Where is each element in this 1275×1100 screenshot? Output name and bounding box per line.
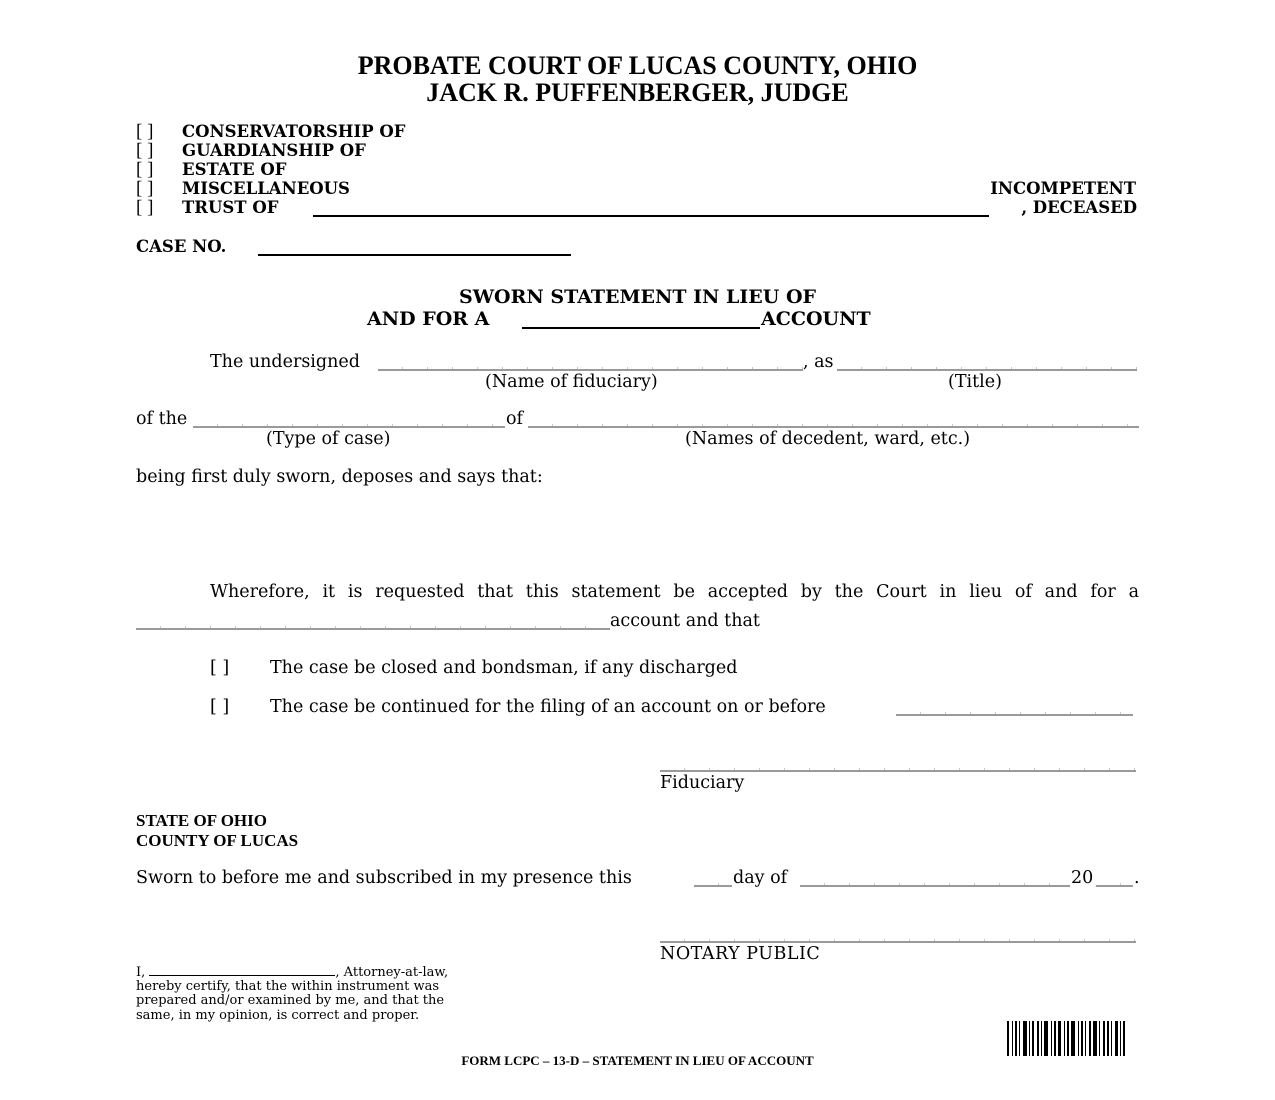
barcode-bar — [1093, 1021, 1097, 1056]
case-type-label: TRUST OF — [182, 198, 279, 217]
county-label: COUNTY OF LUCAS — [136, 831, 299, 850]
type-of-case-field[interactable] — [193, 426, 505, 428]
barcode-bar — [1120, 1021, 1121, 1056]
barcode-bar — [1089, 1021, 1091, 1056]
barcode-bar — [1078, 1021, 1079, 1056]
barcode-bar — [1023, 1021, 1027, 1056]
barcode-bar — [1071, 1021, 1075, 1056]
case-type-miscellaneous[interactable] — [136, 179, 350, 198]
case-type-label: ESTATE OF — [182, 160, 287, 179]
barcode-bar — [1103, 1021, 1105, 1056]
year-field[interactable] — [1096, 885, 1133, 887]
case-type-trust[interactable] — [136, 198, 278, 217]
notary-signature-line[interactable] — [660, 941, 1136, 943]
barcode-bar — [1085, 1021, 1086, 1056]
attorney-line2: hereby certify, that the within instrument was — [136, 979, 440, 994]
status-deceased: , DECEASED — [1021, 198, 1137, 217]
barcode-bar — [1111, 1021, 1112, 1056]
barcode-bar — [1067, 1021, 1069, 1056]
checkbox[interactable]: [ ] — [210, 658, 230, 678]
barcode-bar — [1041, 1021, 1042, 1056]
form-title-line1: SWORN STATEMENT IN LIEU OF — [459, 286, 816, 308]
barcode-bar — [1123, 1021, 1125, 1056]
checkbox[interactable]: [ ] — [136, 121, 154, 142]
day-of-label: day of — [733, 868, 788, 888]
attorney-line4: same, in my opinion, is correct and proper. — [136, 1008, 420, 1023]
case-no-field[interactable] — [258, 254, 571, 256]
form-id: FORM LCPC – 13-D – STATEMENT IN LIEU OF ACCOUNT — [461, 1053, 814, 1068]
barcode-bar — [1081, 1021, 1083, 1056]
wherefore-text: Wherefore, it is requested that this statement be accepted by the Court in lieu of and for a — [210, 582, 1139, 602]
month-field[interactable] — [800, 885, 1070, 887]
attorney-line3: prepared and/or examined by me, and that the — [136, 993, 445, 1008]
case-type-label: MISCELLANEOUS — [182, 179, 350, 198]
court-name: PROBATE COURT OF LUCAS COUNTY, OHIO — [357, 51, 918, 80]
checkbox[interactable]: [ ] — [136, 159, 154, 180]
checkbox[interactable]: [ ] — [136, 178, 154, 199]
barcode-bar — [1037, 1021, 1039, 1056]
barcode-bar — [1029, 1021, 1030, 1056]
party-name-field[interactable] — [313, 215, 989, 217]
of-label: of — [506, 409, 524, 429]
barcode-bar — [1007, 1021, 1009, 1056]
barcode-bar — [1032, 1021, 1034, 1056]
barcode-bar — [1058, 1021, 1061, 1056]
fiduciary-label: Fiduciary — [660, 773, 745, 793]
barcode-bar — [1099, 1021, 1100, 1056]
fiduciary-name-caption: (Name of fiduciary) — [485, 372, 658, 392]
year-prefix: 20 — [1071, 868, 1094, 888]
state-label: STATE OF OHIO — [136, 811, 267, 830]
case-type-label: CONSERVATORSHIP OF — [182, 122, 406, 141]
option-label: The case be closed and bondsman, if any discharged — [270, 658, 738, 678]
names-field[interactable] — [528, 426, 1139, 428]
barcode-bar — [1015, 1021, 1017, 1056]
barcode-bar — [1064, 1021, 1065, 1056]
barcode-bar — [1019, 1021, 1020, 1056]
of-the-label: of the — [136, 409, 188, 429]
continue-date-field[interactable] — [896, 714, 1133, 716]
sworn-prefix: Sworn to before me and subscribed in my presence this — [136, 868, 632, 888]
title-caption: (Title) — [948, 372, 1002, 392]
fiduciary-signature-line[interactable] — [660, 770, 1136, 772]
barcode-bar — [1115, 1021, 1118, 1056]
fiduciary-title-field[interactable] — [837, 369, 1137, 371]
option-close-case[interactable] — [210, 658, 737, 678]
case-type-conservatorship[interactable] — [136, 122, 405, 141]
attorney-name-field[interactable] — [149, 964, 335, 976]
account-type-field[interactable] — [522, 327, 760, 329]
barcode-bar — [1044, 1021, 1048, 1056]
option-continue-case[interactable] — [210, 697, 826, 717]
attorney-line1: I, , Attorney-at-law, — [136, 965, 449, 980]
day-field[interactable] — [694, 885, 732, 887]
notary-label: NOTARY PUBLIC — [660, 944, 821, 964]
barcode-bar — [1107, 1021, 1109, 1056]
names-caption: (Names of decedent, ward, etc.) — [685, 429, 971, 449]
form-title-prefix: AND FOR A — [367, 308, 490, 330]
option-label: The case be continued for the filing of an account on or before — [270, 697, 826, 717]
sworn-statement: being first duly sworn, deposes and says that: — [136, 467, 543, 487]
checkbox[interactable]: [ ] — [136, 197, 154, 218]
status-incompetent: INCOMPETENT — [990, 179, 1136, 198]
case-type-guardianship[interactable] — [136, 141, 366, 160]
checkbox[interactable]: [ ] — [210, 697, 230, 717]
judge-name: JACK R. PUFFENBERGER, JUDGE — [426, 78, 849, 107]
request-account-field[interactable] — [136, 628, 610, 630]
barcode-bar — [1012, 1021, 1013, 1056]
barcode-bar — [1051, 1021, 1052, 1056]
barcode-icon — [1007, 1021, 1141, 1056]
case-type-estate[interactable] — [136, 160, 286, 179]
jurat-period: . — [1134, 868, 1140, 888]
case-type-label: GUARDIANSHIP OF — [182, 141, 366, 160]
checkbox[interactable]: [ ] — [136, 140, 154, 161]
type-of-case-caption: (Type of case) — [266, 429, 391, 449]
account-and-that: account and that — [610, 611, 760, 631]
as-label: , as — [803, 352, 834, 372]
case-no-label: CASE NO. — [136, 237, 227, 256]
form-title-suffix: ACCOUNT — [761, 308, 871, 330]
fiduciary-name-field[interactable] — [378, 369, 803, 371]
barcode-bar — [1054, 1021, 1056, 1056]
undersigned-label: The undersigned — [210, 352, 360, 372]
